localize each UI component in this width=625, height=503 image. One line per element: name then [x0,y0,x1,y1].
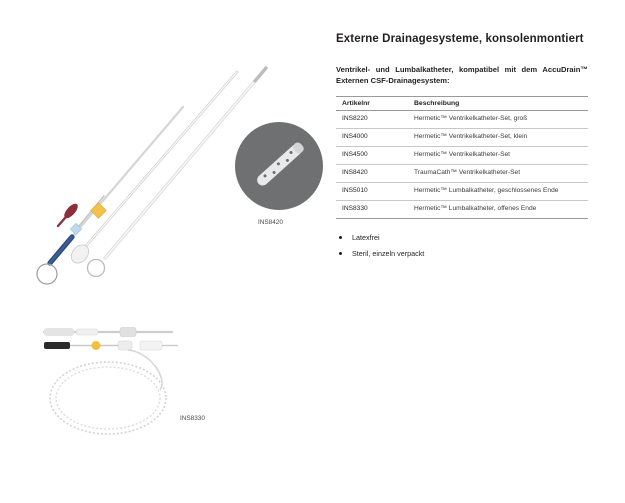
cell-article-number: INS4500 [336,147,408,165]
table-row [336,147,588,165]
cell-description: Hermetic™ Lumbalkatheter, geschlossenes Ende [408,182,588,200]
cell-description: Hermetic™ Ventrikelkatheter-Set, klein [408,129,588,147]
page-title: Externe Drainagesysteme, konsolenmontiert [336,33,584,45]
cell-description: Hermetic™ Lumbalkatheter, offenes Ende [408,200,588,218]
column-header-article-number: Artikelnr [336,97,408,111]
section-subtitle: Ventrikel- und Lumbalkatheter, kompatibel mit dem AccuDrain™ Externen CSF-Drainagesystem: [336,65,588,86]
figure-caption-bottom: INS8330 [180,415,205,422]
introducer-blue-handle [37,107,183,284]
feature-list [336,233,598,259]
lumbar-catheter-kit [44,328,178,435]
table-row [336,165,588,183]
figure-caption-top: INS8420 [258,219,283,226]
table-row [336,129,588,147]
product-table [336,96,588,218]
table-row [336,111,588,129]
magnified-catheter-tip-inset [235,122,323,210]
cell-article-number: INS8220 [336,111,408,129]
cell-article-number: INS8420 [336,165,408,183]
column-header-description: Beschreibung [408,97,588,111]
list-item: Steril, einzeln verpackt [336,249,598,258]
list-item: Latexfrei [336,233,598,242]
table-header-row [336,97,588,111]
table-row [336,182,588,200]
content-column [336,32,598,265]
cell-article-number: INS4000 [336,129,408,147]
cell-description: Hermetic™ Ventrikelkatheter-Set, groß [408,111,588,129]
yellow-clip [91,203,107,219]
stylet-assembly [68,72,237,266]
cell-article-number: INS8330 [336,200,408,218]
cell-description: Hermetic™ Ventrikelkatheter-Set [408,147,588,165]
cell-description: TraumaCath™ Ventrikelkatheter-Set [408,165,588,183]
table-row [336,200,588,218]
cell-article-number: INS5010 [336,182,408,200]
